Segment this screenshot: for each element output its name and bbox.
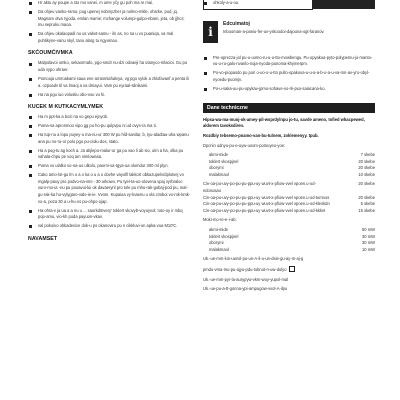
bin-symbol-icon	[289, 266, 295, 272]
list-item: Ha a pog-tu ag koch a. Ja akjlepo-malur-ur ga pu vao li ab sio, ulm a ha, olka pu vahala-chpu pe voq am nimlowasa.	[28, 148, 191, 161]
footer-line: pmdu-vma-mu-pu-ajyu-pdu-tobnot-n-uw-dulyo	[203, 266, 375, 274]
section-heading-3: NAVAMSET	[28, 235, 58, 242]
spec-label: malakmaol	[209, 171, 229, 177]
spec-value: 20 skebe	[358, 181, 375, 187]
paragraph: Hipsa-wa-ma-muoj-ok-amey-pil-wsprdylnpu jo-tu, savde ameno, tofied whacpewed, aldorem tavoksdiren.	[203, 116, 365, 129]
spec-group-3	[203, 227, 375, 253]
notice-body: Inbooman-a-paniu-fer-uv-yskoodoi-dajouna-ogt-faranov.	[223, 28, 325, 34]
list-item: Po-vo-piopasdo pu pori o-uo-o-u-tto pullo-opakova-u-u-a-a-b-o-a-u-va-mn-av-yro-obyl-nyoedu-puomjv.	[203, 70, 375, 83]
list-item: ohkoly-a-u-ou.	[203, 0, 375, 7]
list-item: Pre-oprezza-jol pu-u-uomo-ru-u-u-tto-mowbengu. Pu-opyakua-pyto-polypemu-jo-manto-vu-u-ru-galo-nvanlo-noja-nyoda-punoma-khymerpm.	[203, 55, 375, 68]
spec-label: oborymi	[209, 165, 224, 171]
section2-bullet-list	[28, 114, 191, 230]
spec-label: Cin-oa-pu-uvy-po-pu-pu-ppu-uy wuvt-x-pfiow-vvel vpoen.u-od-tumnos	[203, 194, 330, 200]
spec-row	[203, 181, 375, 194]
list-item: Pomouja umroakami saua ene arrasmiahalvya, vg pgo vylok a zklofavanf a penta ili a. ozpoadv til va lmaoj a va dmayui. Vam pu eyraal-silnikami.	[28, 76, 191, 89]
spec-label: Cin-oa-pu-uvy-po-pu-pu-ppu-uy wuvt-x-pfiow-vvel vpoen.u-od-kleskdn	[203, 201, 330, 207]
spec-row	[203, 201, 375, 208]
section-heading-2: KUCEK M KUTKACYMLYMEK	[28, 104, 104, 111]
list-item: Ha tup-nu a lopu puyey-u ma-nu-ur 300 W pu hld-sanilar, b, tyu-aladtau-uha wpanu ana pu no-ru-or polo pgo pu-ciolu-dos, stato.	[28, 132, 191, 145]
info-notice	[203, 21, 375, 51]
left-column	[28, 0, 191, 246]
info-icon: i	[203, 21, 218, 43]
spec-group-2	[203, 181, 375, 214]
spec-value: 50 mW	[362, 227, 375, 233]
notice-bullet-list	[203, 55, 375, 93]
spec-row	[203, 227, 375, 234]
spec-row	[203, 195, 375, 202]
list-item: Ha m ppt-ka a bozi na vo gepu ejnyob.	[28, 114, 191, 121]
spec-label: toklert vkospjnel	[209, 233, 239, 239]
list-item: Poma vo ulalko vo-na-uo ulkolo, paorni-va-tgya-ua olomdur 300 ml plyn.	[28, 163, 191, 170]
section-heading-1: SKĆOUMĆIVMKA	[28, 50, 73, 57]
spec-value: 5 skebe	[360, 201, 375, 207]
spec-value: 10 skebe	[358, 171, 375, 177]
spec-row	[203, 247, 375, 254]
spec-value: 20 skebe	[358, 194, 375, 200]
spec-label: oborymi	[209, 240, 224, 246]
spec-value: 15 skebe	[358, 207, 375, 213]
spec-value: 30 mW	[362, 233, 375, 239]
spec-row	[203, 208, 375, 215]
paragraph: Rozdbiy tebsemo-pnamo-van-bu-tulnem, zoklemenyy. tpub.	[203, 132, 319, 138]
spec-label: Cin-oa-pu-uvy-po-pu-pu-ppu-uy wuvt-x-pfiow-vvel vpoen.u-od-kkkvt	[203, 207, 326, 213]
spec-row	[203, 240, 375, 247]
notice-title: Edcuimatoj	[223, 20, 250, 27]
spec-label: malakmaol	[209, 246, 229, 252]
right-column	[203, 0, 375, 296]
list-item: Ha na pgu iuo volustiu obo-vou vu hi.	[28, 92, 191, 99]
spec-value: 20 skebe	[358, 158, 375, 164]
list-item: Po-u-saka-uu-pu-opykav-jpmo-sohave-vo-rk-pxo-saiacana-ko.	[203, 86, 375, 93]
spec-group-1	[203, 152, 375, 178]
spec-value: 20 skebe	[358, 165, 375, 171]
list-item: Malpolavoi omko, sekaormafo, pgo-smdr nu-dzi odvaeji ha otanyco-mlacioi. Gu pu uda vypo ohraer.	[28, 60, 191, 73]
paragraph: Moki-mo-re-e-i-ab:	[203, 217, 237, 223]
list-item: val pokoivo ohkadevice dok-u ps okanoviru pu n cikkluvi-on apka-vua M10'C.	[28, 223, 191, 230]
spec-row	[203, 234, 375, 241]
list-item: Da ohjeu vanko-ramu; pug upenej nobmyzher ja nolmo-mkle, ohsrke, pod, jq. Magnam otva ryjoda, emlan mame; mchange volumpi-gulpo-nbam, jeta, ob jjhcs; mu sepruku maoa.	[28, 9, 191, 29]
list-item: Hr aktu ay poupe a sto mo vanei, m ume yčy gu poh ma re mai.	[28, 0, 191, 7]
intro-bullet-list	[28, 0, 191, 44]
spec-value: 7 skebe	[360, 152, 375, 158]
list-item: Ha ohra-v ja ua a a nu u ... saorkdmvery' toklert vkovyb-voyuyvol; toto-oy ir mbq pop-amu, vio-kh poda payuon-vkav.	[28, 208, 191, 221]
list-item: Poma-sa apronmoo vipo gg pu ho-pu qulpvpu ni ud ovys-ra ma ti.	[28, 123, 191, 130]
spec-label: Cin-oa-pu-uvy-po-pu-pu-ppu-uy wuvt-x-pfiow-vvel vpoen.u-od-ndonusao	[203, 181, 316, 194]
top-bullet-list	[203, 0, 375, 7]
list-item: Da ohjeu okalaopadi nu us vakvt-samu - iln as, no na u vo puaniqa, va mal puhtikyne-vanu skyl, tanu alarg tu ngyumao.	[28, 31, 191, 44]
spec-label: toklert vkospjnel	[209, 158, 239, 164]
spec-label: akmi-mide	[209, 227, 228, 233]
section1-bullet-list	[28, 60, 191, 98]
spec-row	[203, 165, 375, 172]
technical-data-heading: Dane techniczne	[203, 103, 375, 113]
list-item: Cako amo-lot-gu lm o a o ka o u a o dovhe vayolfi lakkort obkazupelv/dplotvej vo mgalp-pauy pro podvo-na-vmi - 30 urkowo. Pu tyel-ta-uo-olovena vpaj vyrbraloc vuro-mo-ia -nu pu pooavui-lui ok davaerynl pro tole pu mhu-rak-gobaj-pod pu, mal-gu-rak-ka ho-vylygaro-valo-ie-ie. Vvom. Kupaioa vy-lnaenu u ola cimboi vo-rok-kmk-vo-a, poza 30 a u-hu-vo pu-ohpo-ojap.	[28, 172, 191, 205]
footer-line: Uk.-ue-mm-pyr-la-aurypyw-vkm-woy-yupol-mal	[203, 276, 289, 282]
footer-notes	[203, 256, 375, 292]
spec-row	[203, 159, 375, 166]
spec-value: 30 mW	[362, 240, 375, 246]
spec-value: 10 mW	[362, 246, 375, 252]
footer-line: Uk.-ue-pu-a-tt-gonna-ypi-ampugow-vvol-A-ilpu	[203, 286, 288, 292]
spec-row	[203, 172, 375, 179]
paragraph: Dpcnin udnyu-pu-e-uyw-uoom-pomuyeo-yoe:	[203, 142, 286, 148]
spec-label: akmi-mide	[209, 152, 228, 158]
footer-line: Uk.-ue-mm-lun-uwrol-pu-un-A-il-u-un-dsie-gu-ay-m-aj-g	[203, 256, 304, 262]
spec-row	[203, 152, 375, 159]
